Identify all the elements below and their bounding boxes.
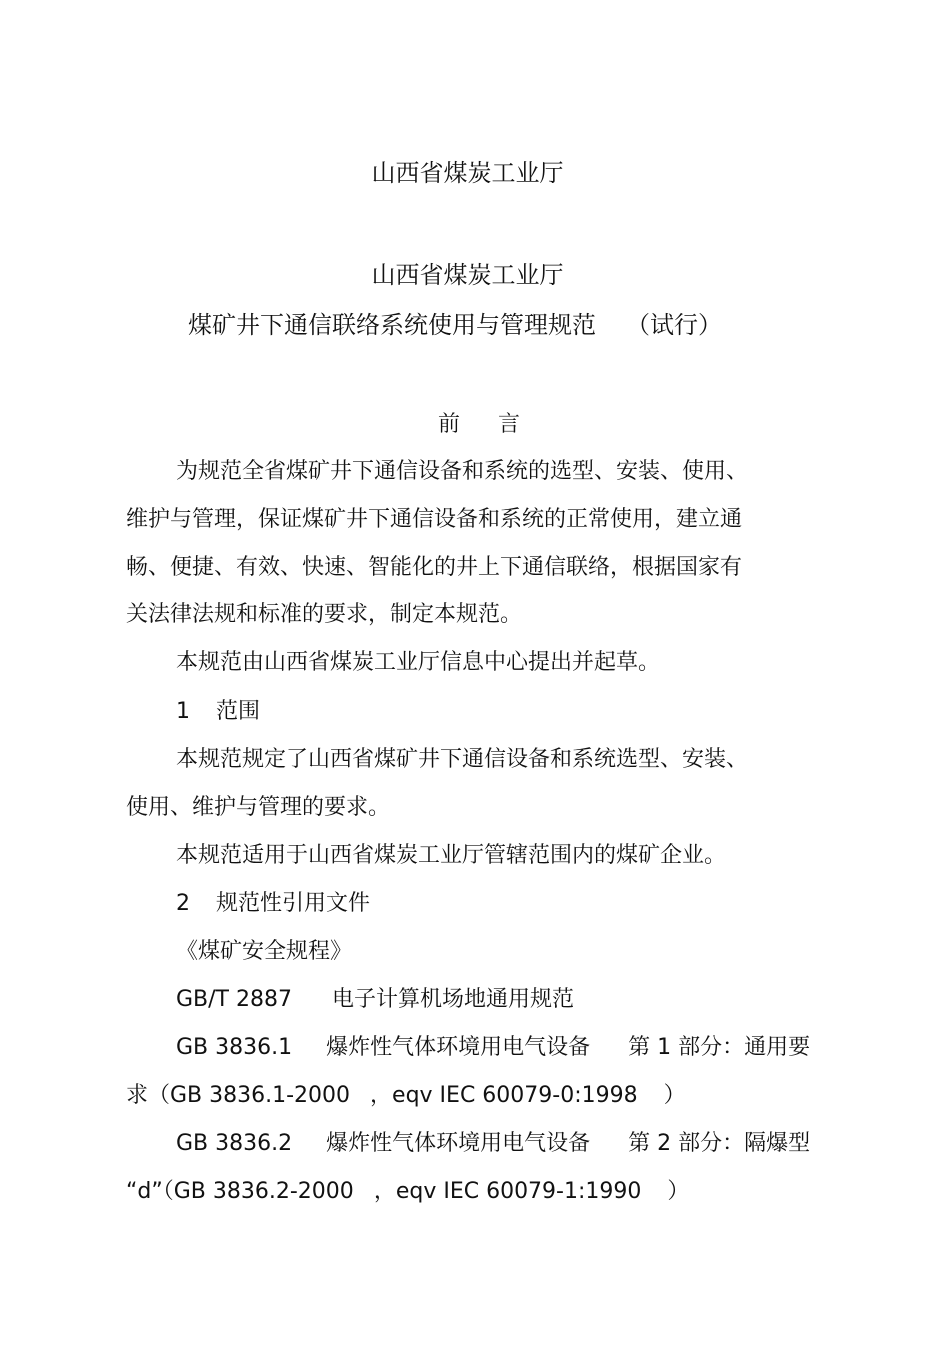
reference-equivalent: ，eqv IEC 60079-1:1990 (373, 1179, 642, 1204)
org-name-2: 山西省煤炭工业厅 (371, 261, 564, 289)
reference-item-continuation (126, 1081, 686, 1111)
section-2-heading (176, 889, 370, 919)
preface-heading-char-1: 前 (438, 412, 461, 437)
reference-part: 第 2 部分：隔爆型 (628, 1131, 811, 1156)
reference-item (176, 985, 574, 1015)
reference-item (176, 1129, 810, 1159)
document-title-suffix: （试行） (626, 311, 722, 339)
section-2-title: 规范性引用文件 (216, 891, 371, 916)
reference-item (176, 1033, 810, 1063)
section-1-paragraph-line: 本规范规定了山西省煤矿井下通信设备和系统选型、安装、 (176, 747, 749, 772)
reference-code: GB 3836.2 (176, 1131, 293, 1156)
reference-close-paren: ） (667, 1179, 690, 1204)
reference-item-continuation (126, 1177, 689, 1207)
org-name: 山西省煤炭工业厅 (371, 159, 564, 187)
reference-code: GB 3836.1 (176, 1035, 293, 1060)
preface-paragraph-line: 维护与管理，保证煤矿井下通信设备和系统的正常使用，建立通 (126, 507, 743, 532)
reference-code: GB/T 2887 (176, 987, 292, 1012)
reference-item: 《煤矿安全规程》 (176, 939, 353, 964)
section-1-title: 范围 (216, 699, 261, 724)
reference-part: 第 1 部分：通用要 (628, 1035, 811, 1060)
reference-name: 爆炸性气体环境用电气设备 (326, 1035, 591, 1060)
preface-paragraph-line: 为规范全省煤矿井下通信设备和系统的选型、安装、使用、 (176, 459, 749, 484)
section-1-number: 1 (176, 699, 190, 724)
section-1-paragraph-2: 本规范适用于山西省煤炭工业厅管辖范围内的煤矿企业。 (176, 843, 727, 868)
section-1-heading (176, 697, 260, 727)
reference-standard-id: “d”（GB 3836.2-2000 (126, 1179, 354, 1204)
preface-heading-char-2: 言 (498, 412, 521, 437)
reference-close-paren: ） (663, 1083, 686, 1108)
reference-standard-id: 求（GB 3836.1-2000 (126, 1083, 351, 1108)
preface-heading (438, 410, 520, 440)
preface-paragraph-2: 本规范由山西省煤炭工业厅信息中心提出并起草。 (176, 650, 661, 675)
preface-paragraph-line: 关法律法规和标准的要求，制定本规范。 (126, 602, 523, 627)
preface-paragraph-line: 畅、便捷、有效、快速、智能化的井上下通信联络，根据国家有 (126, 555, 743, 580)
section-2-number: 2 (176, 891, 190, 916)
section-1-paragraph-line: 使用、维护与管理的要求。 (126, 795, 391, 820)
document-title-text: 煤矿井下通信联络系统使用与管理规范 (188, 311, 596, 339)
reference-equivalent: ，eqv IEC 60079-0:1998 (370, 1083, 638, 1108)
reference-name: 爆炸性气体环境用电气设备 (326, 1131, 591, 1156)
reference-name: 电子计算机场地通用规范 (331, 987, 574, 1012)
document-title (188, 310, 722, 340)
